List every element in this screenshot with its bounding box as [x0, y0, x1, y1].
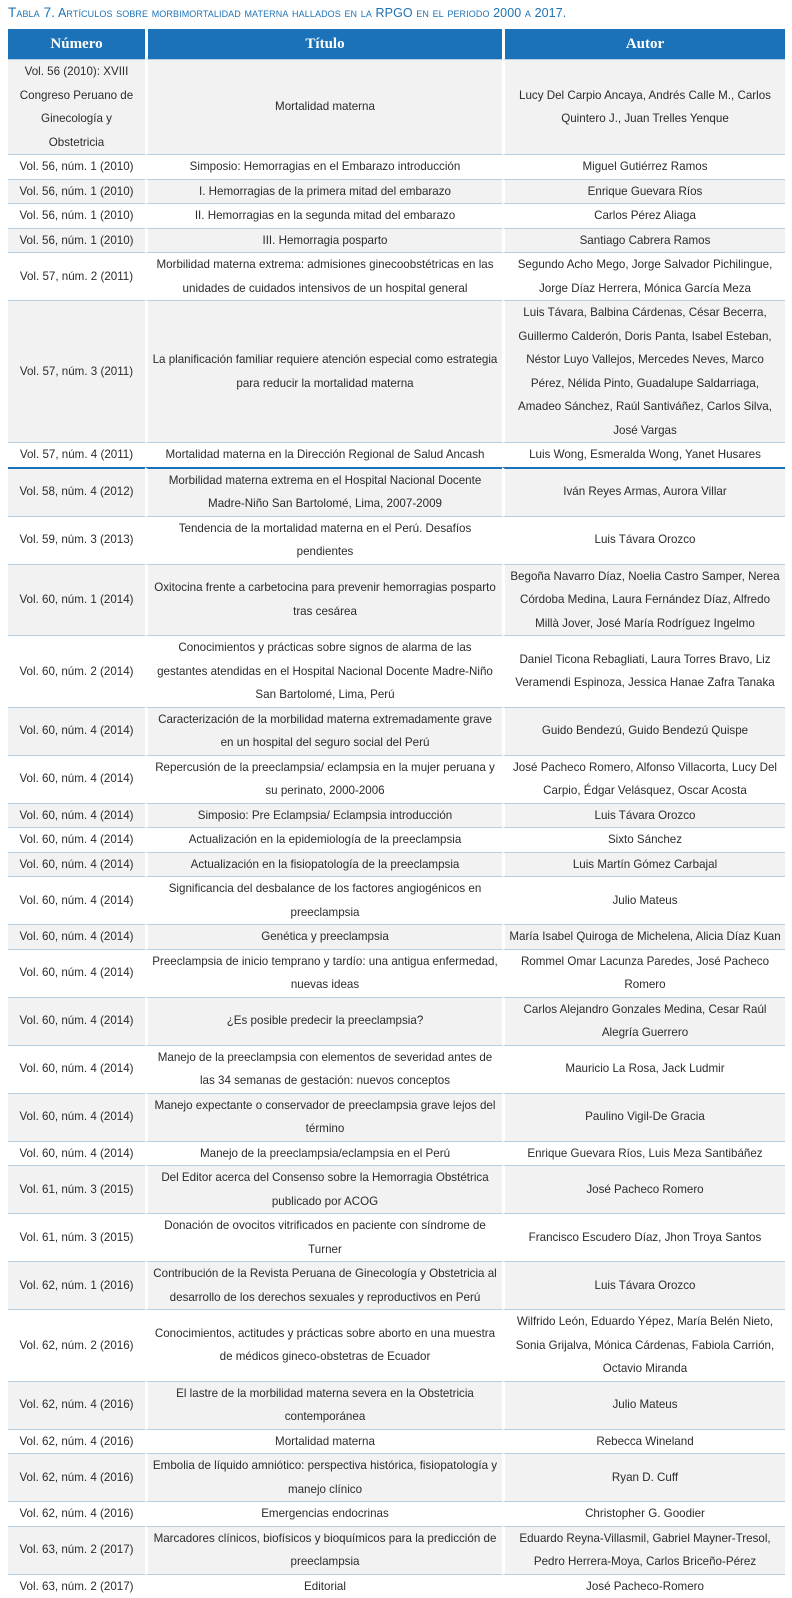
table-row [8, 852, 785, 877]
cell-numero: Vol. 57, núm. 2 (2011) [8, 252, 145, 300]
cell-numero: Vol. 60, núm. 4 (2014) [8, 1141, 145, 1166]
cell-titulo: Actualización en la fisiopatología de la preeclampsia [145, 852, 502, 877]
cell-titulo: Morbilidad materna extrema en el Hospital Nacional Docente Madre-Niño San Bartolomé, Lima, 2007-2009 [145, 467, 502, 516]
cell-autor: Julio Mateus [502, 876, 785, 924]
cell-autor: María Isabel Quiroga de Michelena, Alicia Díaz Kuan [502, 924, 785, 949]
articles-table [8, 29, 785, 1598]
cell-numero: Vol. 60, núm. 4 (2014) [8, 876, 145, 924]
table-row [8, 1429, 785, 1454]
cell-numero: Vol. 60, núm. 4 (2014) [8, 1045, 145, 1093]
table-row [8, 179, 785, 204]
cell-autor: Rebecca Wineland [502, 1429, 785, 1454]
cell-numero: Vol. 56, núm. 1 (2010) [8, 154, 145, 179]
cell-autor: Luis Távara, Balbina Cárdenas, César Becerra, Guillermo Calderón, Doris Panta, Isabel Esteban, Néstor Luyo Vallejos, Mercedes Neves, Marco Pérez, Nélida Pinto, Guadalupe Saldarriaga, Amadeo Sánchez, Raúl Santiváñez, Carlos Silva, José Vargas [502, 300, 785, 442]
table-row [8, 1093, 785, 1141]
cell-titulo: Repercusión de la preeclampsia/ eclampsia en la mujer peruana y su perinato, 2000-2006 [145, 755, 502, 803]
cell-titulo: Conocimientos, actitudes y prácticas sobre aborto en una muestra de médicos gineco-obstetras de Ecuador [145, 1309, 502, 1381]
cell-titulo: Contribución de la Revista Peruana de Ginecología y Obstetricia al desarrollo de los derechos sexuales y reproductivos en Perú [145, 1261, 502, 1309]
cell-autor: Luis Távara Orozco [502, 1261, 785, 1309]
cell-titulo: Emergencias endocrinas [145, 1501, 502, 1526]
table-row [8, 154, 785, 179]
cell-titulo: Simposio: Hemorragias en el Embarazo introducción [145, 154, 502, 179]
cell-autor: Luis Távara Orozco [502, 516, 785, 564]
caption-text: Artículos sobre morbimortalidad materna hallados en la RPGO en el periodo 2000 a 2017. [58, 6, 566, 20]
cell-autor: Carlos Pérez Aliaga [502, 203, 785, 228]
cell-autor: Eduardo Reyna-Villasmil, Gabriel Mayner-Tresol, Pedro Herrera-Moya, Carlos Briceño-Pérez [502, 1526, 785, 1574]
cell-titulo: Mortalidad materna en la Dirección Regional de Salud Ancash [145, 442, 502, 467]
table-row [8, 1526, 785, 1574]
cell-numero: Vol. 63, núm. 2 (2017) [8, 1526, 145, 1574]
cell-autor: Begoña Navarro Díaz, Noelia Castro Samper, Nerea Córdoba Medina, Laura Fernández Díaz, Alfredo Millà Jover, José María Rodríguez Ingelmo [502, 564, 785, 636]
cell-numero: Vol. 56 (2010): XVIII Congreso Peruano de Ginecología y Obstetricia [8, 59, 145, 154]
table-row [8, 803, 785, 828]
cell-autor: Christopher G. Goodier [502, 1501, 785, 1526]
cell-numero: Vol. 59, núm. 3 (2013) [8, 516, 145, 564]
cell-titulo: Manejo de la preeclampsia con elementos de severidad antes de las 34 semanas de gestación: nuevos conceptos [145, 1045, 502, 1093]
table-row [8, 1381, 785, 1429]
cell-autor: José Pacheco Romero, Alfonso Villacorta, Lucy Del Carpio, Édgar Velásquez, Oscar Acosta [502, 755, 785, 803]
table-row [8, 635, 785, 707]
cell-autor: Julio Mateus [502, 1381, 785, 1429]
cell-autor: Rommel Omar Lacunza Paredes, José Pacheco Romero [502, 949, 785, 997]
header-titulo: Título [145, 29, 502, 59]
table-row [8, 467, 785, 516]
table-row [8, 949, 785, 997]
cell-titulo: Marcadores clínicos, biofísicos y bioquímicos para la predicción de preeclampsia [145, 1526, 502, 1574]
table-row [8, 1453, 785, 1501]
table-row [8, 1501, 785, 1526]
table-row [8, 516, 785, 564]
cell-numero: Vol. 60, núm. 4 (2014) [8, 827, 145, 852]
cell-autor: Iván Reyes Armas, Aurora Villar [502, 467, 785, 516]
cell-numero: Vol. 56, núm. 1 (2010) [8, 179, 145, 204]
cell-numero: Vol. 60, núm. 4 (2014) [8, 707, 145, 755]
cell-titulo: Significancia del desbalance de los factores angiogénicos en preeclampsia [145, 876, 502, 924]
cell-numero: Vol. 60, núm. 4 (2014) [8, 755, 145, 803]
table-row [8, 707, 785, 755]
cell-autor: Luis Távara Orozco [502, 803, 785, 828]
cell-titulo: Manejo de la preeclampsia/eclampsia en el Perú [145, 1141, 502, 1166]
cell-autor: Ryan D. Cuff [502, 1453, 785, 1501]
cell-titulo: ¿Es posible predecir la preeclampsia? [145, 997, 502, 1045]
cell-autor: Luis Martín Gómez Carbajal [502, 852, 785, 877]
cell-titulo: Mortalidad materna [145, 1429, 502, 1454]
cell-numero: Vol. 60, núm. 4 (2014) [8, 949, 145, 997]
cell-titulo: La planificación familiar requiere atención especial como estrategia para reducir la mortalidad materna [145, 300, 502, 442]
cell-titulo: Del Editor acerca del Consenso sobre la Hemorragia Obstétrica publicado por ACOG [145, 1165, 502, 1213]
table-row [8, 564, 785, 636]
cell-autor: Sixto Sánchez [502, 827, 785, 852]
cell-autor: Santiago Cabrera Ramos [502, 228, 785, 253]
cell-autor: José Pacheco-Romero [502, 1574, 785, 1598]
table-body [8, 59, 785, 1598]
cell-titulo: Mortalidad materna [145, 59, 502, 154]
cell-titulo: Oxitocina frente a carbetocina para prevenir hemorragias posparto tras cesárea [145, 564, 502, 636]
cell-numero: Vol. 62, núm. 1 (2016) [8, 1261, 145, 1309]
cell-titulo: II. Hemorragias en la segunda mitad del embarazo [145, 203, 502, 228]
cell-numero: Vol. 62, núm. 4 (2016) [8, 1381, 145, 1429]
cell-autor: Enrique Guevara Ríos [502, 179, 785, 204]
cell-autor: Daniel Ticona Rebagliati, Laura Torres Bravo, Liz Veramendi Espinoza, Jessica Hanae Zafra Tanaka [502, 635, 785, 707]
table-row [8, 1261, 785, 1309]
table-row [8, 1165, 785, 1213]
table-row [8, 1045, 785, 1093]
cell-autor: Enrique Guevara Ríos, Luis Meza Santibáñez [502, 1141, 785, 1166]
cell-numero: Vol. 63, núm. 2 (2017) [8, 1574, 145, 1598]
cell-numero: Vol. 57, núm. 4 (2011) [8, 442, 145, 467]
cell-numero: Vol. 60, núm. 4 (2014) [8, 852, 145, 877]
table-row [8, 203, 785, 228]
cell-titulo: I. Hemorragias de la primera mitad del embarazo [145, 179, 502, 204]
cell-titulo: Genética y preeclampsia [145, 924, 502, 949]
cell-autor: Guido Bendezú, Guido Bendezú Quispe [502, 707, 785, 755]
cell-titulo: Preeclampsia de inicio temprano y tardío: una antigua enfermedad, nuevas ideas [145, 949, 502, 997]
cell-autor: Miguel Gutiérrez Ramos [502, 154, 785, 179]
cell-numero: Vol. 62, núm. 4 (2016) [8, 1501, 145, 1526]
cell-autor: Wilfrido León, Eduardo Yépez, María Belén Nieto, Sonia Grijalva, Mónica Cárdenas, Fabiola Carrión, Octavio Miranda [502, 1309, 785, 1381]
cell-titulo: El lastre de la morbilidad materna severa en la Obstetricia contemporánea [145, 1381, 502, 1429]
table-row [8, 827, 785, 852]
table-row [8, 228, 785, 253]
caption-label: Tabla 7. [8, 5, 55, 20]
cell-titulo: III. Hemorragia posparto [145, 228, 502, 253]
cell-numero: Vol. 62, núm. 4 (2016) [8, 1453, 145, 1501]
cell-numero: Vol. 60, núm. 2 (2014) [8, 635, 145, 707]
cell-numero: Vol. 60, núm. 4 (2014) [8, 1093, 145, 1141]
cell-titulo: Caracterización de la morbilidad materna extremadamente grave en un hospital del seguro social del Perú [145, 707, 502, 755]
cell-autor: Lucy Del Carpio Ancaya, Andrés Calle M., Carlos Quintero J., Juan Trelles Yenque [502, 59, 785, 154]
cell-numero: Vol. 60, núm. 1 (2014) [8, 564, 145, 636]
cell-autor: Carlos Alejandro Gonzales Medina, Cesar Raúl Alegría Guerrero [502, 997, 785, 1045]
table-row [8, 1309, 785, 1381]
cell-autor: Mauricio La Rosa, Jack Ludmir [502, 1045, 785, 1093]
header-numero: Número [8, 29, 145, 59]
cell-autor: Luis Wong, Esmeralda Wong, Yanet Husares [502, 442, 785, 467]
cell-titulo: Donación de ovocitos vitrificados en paciente con síndrome de Turner [145, 1213, 502, 1261]
cell-autor: José Pacheco Romero [502, 1165, 785, 1213]
cell-numero: Vol. 58, núm. 4 (2012) [8, 467, 145, 516]
header-autor: Autor [502, 29, 785, 59]
cell-numero: Vol. 60, núm. 4 (2014) [8, 803, 145, 828]
table-row [8, 59, 785, 154]
cell-numero: Vol. 60, núm. 4 (2014) [8, 997, 145, 1045]
cell-titulo: Conocimientos y prácticas sobre signos de alarma de las gestantes atendidas en el Hospital Nacional Docente Madre-Niño San Bartolomé, Lima, Perú [145, 635, 502, 707]
cell-titulo: Simposio: Pre Eclampsia/ Eclampsia introducción [145, 803, 502, 828]
cell-numero: Vol. 61, núm. 3 (2015) [8, 1165, 145, 1213]
table-row [8, 755, 785, 803]
table-row [8, 1141, 785, 1166]
table-row [8, 442, 785, 467]
table-row [8, 1574, 785, 1598]
cell-numero: Vol. 61, núm. 3 (2015) [8, 1213, 145, 1261]
cell-numero: Vol. 56, núm. 1 (2010) [8, 203, 145, 228]
cell-autor: Segundo Acho Mego, Jorge Salvador Pichilingue, Jorge Díaz Herrera, Mónica García Meza [502, 252, 785, 300]
cell-titulo: Morbilidad materna extrema: admisiones ginecoobstétricas en las unidades de cuidados intensivos de un hospital general [145, 252, 502, 300]
table-row [8, 300, 785, 442]
header-row [8, 29, 785, 59]
cell-autor: Francisco Escudero Díaz, Jhon Troya Santos [502, 1213, 785, 1261]
table-row [8, 1213, 785, 1261]
table-header [8, 29, 785, 59]
table-row [8, 997, 785, 1045]
table-row [8, 924, 785, 949]
cell-autor: Paulino Vigil-De Gracia [502, 1093, 785, 1141]
cell-titulo: Editorial [145, 1574, 502, 1598]
cell-numero: Vol. 57, núm. 3 (2011) [8, 300, 145, 442]
table-row [8, 252, 785, 300]
cell-titulo: Embolia de líquido amniótico: perspectiva histórica, fisiopatología y manejo clínico [145, 1453, 502, 1501]
cell-numero: Vol. 56, núm. 1 (2010) [8, 228, 145, 253]
cell-titulo: Actualización en la epidemiología de la preeclampsia [145, 827, 502, 852]
cell-titulo: Tendencia de la mortalidad materna en el Perú. Desafíos pendientes [145, 516, 502, 564]
table-row [8, 876, 785, 924]
cell-numero: Vol. 60, núm. 4 (2014) [8, 924, 145, 949]
cell-numero: Vol. 62, núm. 2 (2016) [8, 1309, 145, 1381]
cell-titulo: Manejo expectante o conservador de preeclampsia grave lejos del término [145, 1093, 502, 1141]
table-caption [8, 5, 566, 20]
cell-numero: Vol. 62, núm. 4 (2016) [8, 1429, 145, 1454]
